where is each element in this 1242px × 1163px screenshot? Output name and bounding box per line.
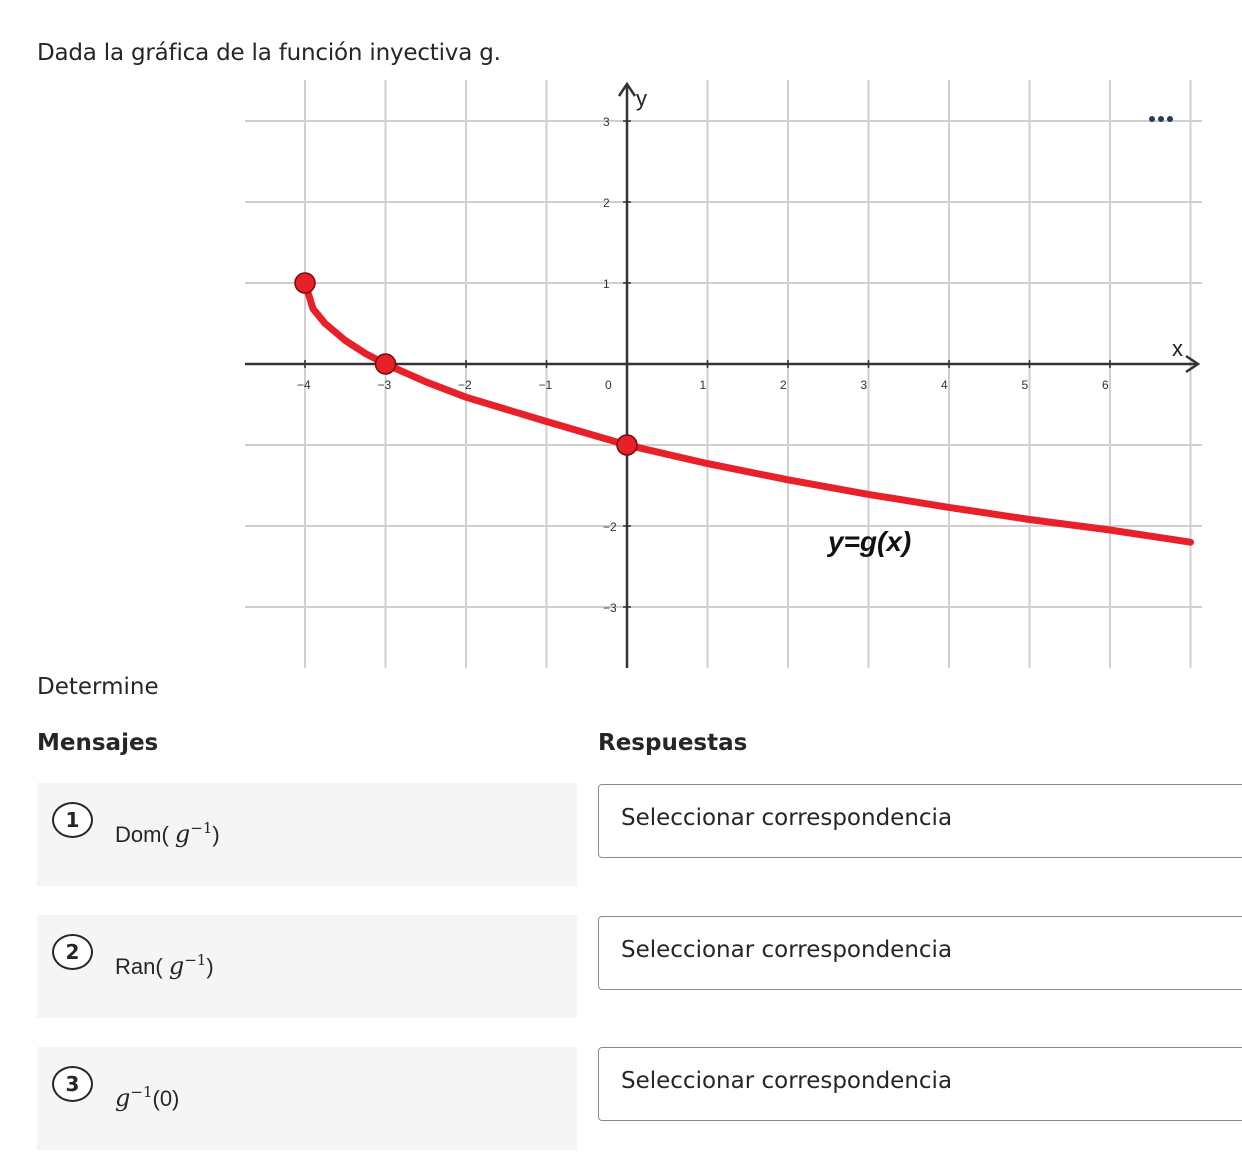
message-card-3 xyxy=(37,1047,577,1150)
x-tick-label: 0 xyxy=(605,378,612,392)
y-tick-label: 3 xyxy=(603,115,610,129)
message-text xyxy=(115,819,220,848)
x-tick-label: −4 xyxy=(297,378,311,392)
message-suffix: ) xyxy=(206,954,214,979)
message-card-1 xyxy=(37,783,577,886)
x-tick-label: 6 xyxy=(1102,378,1109,392)
x-tick-label: −2 xyxy=(458,378,472,392)
message-prefix: Dom( xyxy=(115,822,169,847)
data-point xyxy=(376,354,396,374)
determine-label: Determine xyxy=(37,674,159,700)
x-tick-label: 4 xyxy=(941,378,948,392)
message-suffix: (0) xyxy=(152,1086,180,1111)
x-tick-label: 2 xyxy=(780,378,787,392)
function-curve xyxy=(305,283,1191,542)
y-tick-label: −2 xyxy=(603,520,617,534)
inverse-function xyxy=(175,820,213,848)
function-symbol: g xyxy=(115,1084,131,1112)
messages-header: Mensajes xyxy=(37,730,159,756)
function-symbol: g xyxy=(174,820,191,848)
axes xyxy=(245,84,1198,668)
y-axis-label: y xyxy=(636,86,647,111)
question-prompt: Dada la gráfica de la función inyectiva g. xyxy=(37,40,501,66)
x-axis-label: x xyxy=(1172,336,1183,361)
data-point xyxy=(295,273,315,293)
x-tick-label: 1 xyxy=(699,378,707,392)
inverse-exponent: −1 xyxy=(190,819,213,837)
number-badge: 3 xyxy=(52,1066,93,1102)
answers-header: Respuestas xyxy=(598,730,748,756)
x-tick-label: −1 xyxy=(538,378,553,392)
answer-select-label: Seleccionar correspondencia xyxy=(621,1068,953,1094)
data-point xyxy=(617,435,637,455)
y-tick-label: 1 xyxy=(603,277,610,291)
message-text xyxy=(115,951,214,980)
answer-select-2[interactable] xyxy=(598,916,1242,990)
message-prefix: Ran( xyxy=(115,954,163,979)
number-badge: 1 xyxy=(52,802,93,838)
inverse-function xyxy=(115,1084,153,1112)
x-tick-label: 5 xyxy=(1021,378,1029,392)
x-tick-label: 3 xyxy=(860,378,868,392)
inverse-function xyxy=(169,952,207,980)
inverse-exponent: −1 xyxy=(184,951,207,969)
message-suffix: ) xyxy=(212,822,220,847)
number-badge: 2 xyxy=(52,934,93,970)
ellipsis-icon[interactable] xyxy=(1149,116,1173,122)
function-symbol: g xyxy=(168,952,185,980)
x-tick-label: −3 xyxy=(377,378,392,392)
answer-select-label: Seleccionar correspondencia xyxy=(621,805,953,831)
answer-select-3[interactable] xyxy=(598,1047,1242,1121)
inverse-exponent: −1 xyxy=(130,1083,153,1101)
y-tick-label: −3 xyxy=(603,601,617,615)
y-tick-label: 2 xyxy=(603,196,610,210)
answer-select-label: Seleccionar correspondencia xyxy=(621,937,953,963)
series-line-g xyxy=(305,283,1191,542)
answer-select-1[interactable] xyxy=(598,784,1242,858)
function-label: y=g(x) xyxy=(828,526,912,557)
message-text xyxy=(115,1083,179,1112)
message-card-2 xyxy=(37,915,577,1018)
